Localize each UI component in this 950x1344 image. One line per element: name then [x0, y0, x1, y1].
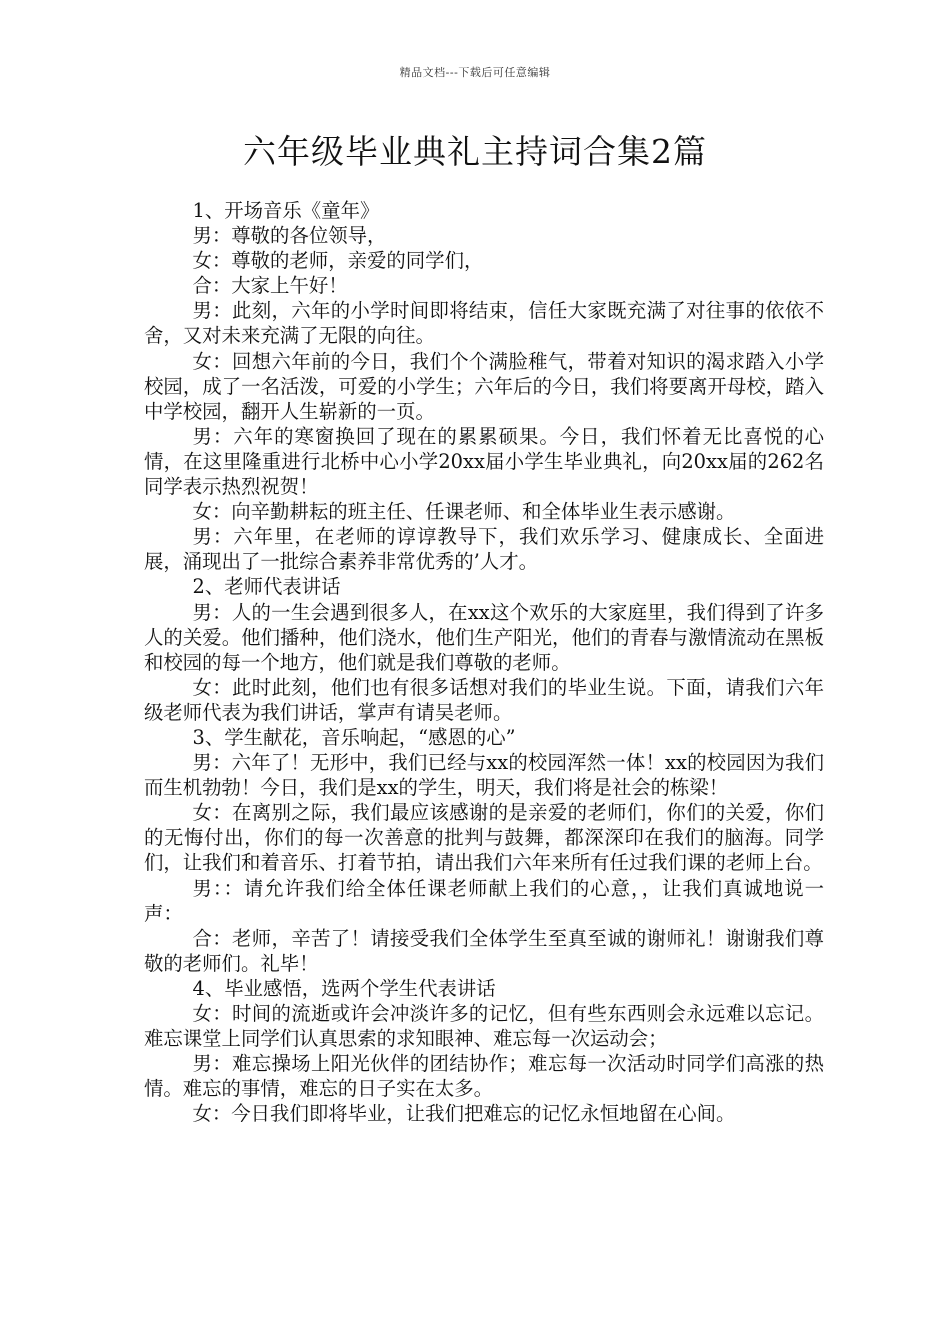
paragraph: 女：今日我们即将毕业，让我们把难忘的记忆永恒地留在心间。 — [192, 1102, 736, 1126]
paragraph: 2、老师代表讲话 — [192, 575, 341, 599]
paragraph: 男：六年的寒窗换回了现在的累累硕果。今日，我们怀着无比喜悦的心情，在这里隆重进行北桥中心小学20xx届小学生毕业典礼，向20xx届的262名同学表示热烈祝贺！ — [144, 424, 824, 499]
paragraph: 女：尊敬的老师，亲爱的同学们， — [192, 249, 484, 273]
paragraph: 女：此时此刻，他们也有很多话想对我们的毕业生说。下面，请我们六年级老师代表为我们讲话，掌声有请吴老师。 — [144, 675, 824, 724]
document-title: 六年级毕业典礼主持词合集2篇 — [243, 132, 707, 171]
paragraph: 男：尊敬的各位领导， — [192, 224, 387, 248]
paragraph: 男：难忘操场上阳光伙伴的团结协作；难忘每一次活动时同学们高涨的热情。难忘的事情，难忘的日子实在太多。 — [144, 1052, 824, 1101]
paragraph: 男：：请允许我们给全体任课老师献上我们的心意，，让我们真诚地说一声： — [144, 876, 824, 925]
paragraph: 男：人的一生会遇到很多人，在xx这个欢乐的大家庭里，我们得到了许多人的关爱。他们播种，他们浇水，他们生产阳光，他们的青春与激情流动在黑板和校园的每一个地方，他们就是我们尊敬的老师。 — [144, 600, 824, 674]
paragraph: 4、毕业感悟，选两个学生代表讲话 — [192, 976, 496, 1000]
paragraph: 女：回想六年前的今日，我们个个满脸稚气，带着对知识的渴求踏入小学校园，成了一名活泼，可爱的小学生；六年后的今日，我们将要离开母校，踏入中学校园，翻开人生崭新的一页。 — [144, 349, 824, 423]
paragraph: 女：在离别之际，我们最应该感谢的是亲爱的老师们，你们的关爱，你们的无悔付出，你们的每一次善意的批判与鼓舞，都深深印在我们的脑海。同学们，让我们和着音乐、打着节拍，请出我们六年来所有任过我们课的老师上台。 — [144, 801, 824, 875]
paragraph: 男：六年了！无形中，我们已经与xx的校园浑然一体！xx的校园因为我们而生机勃勃！今日，我们是xx的学生，明天，我们将是社会的栋梁！ — [144, 751, 824, 800]
paragraph: 男：此刻，六年的小学时间即将结束，信任大家既充满了对往事的依依不舍，又对未来充满了无限的向往。 — [144, 299, 824, 348]
paragraph: 男：六年里，在老师的谆谆教导下，我们欢乐学习、健康成长、全面进展，涌现出了一批综合素养非常优秀的’人才。 — [144, 525, 824, 574]
paragraph: 1、开场音乐《童年》 — [192, 199, 380, 222]
paragraph: 合：老师，辛苦了！请接受我们全体学生至真至诚的谢师礼！谢谢我们尊敬的老师们。礼毕！ — [144, 926, 824, 975]
document-body — [144, 198, 824, 1126]
header-note: 精品文档---下载后可任意编辑 — [399, 66, 551, 79]
paragraph: 女：时间的流逝或许会冲淡许多的记忆，但有些东西则会永远难以忘记。难忘课堂上同学们认真思索的求知眼神、难忘每一次运动会； — [144, 1002, 824, 1051]
paragraph: 女：向辛勤耕耘的班主任、任课老师、和全体毕业生表示感谢。 — [192, 500, 736, 524]
paragraph: 3、学生献花，音乐响起，“感恩的心” — [192, 725, 516, 749]
paragraph: 合：大家上午好！ — [192, 274, 348, 298]
